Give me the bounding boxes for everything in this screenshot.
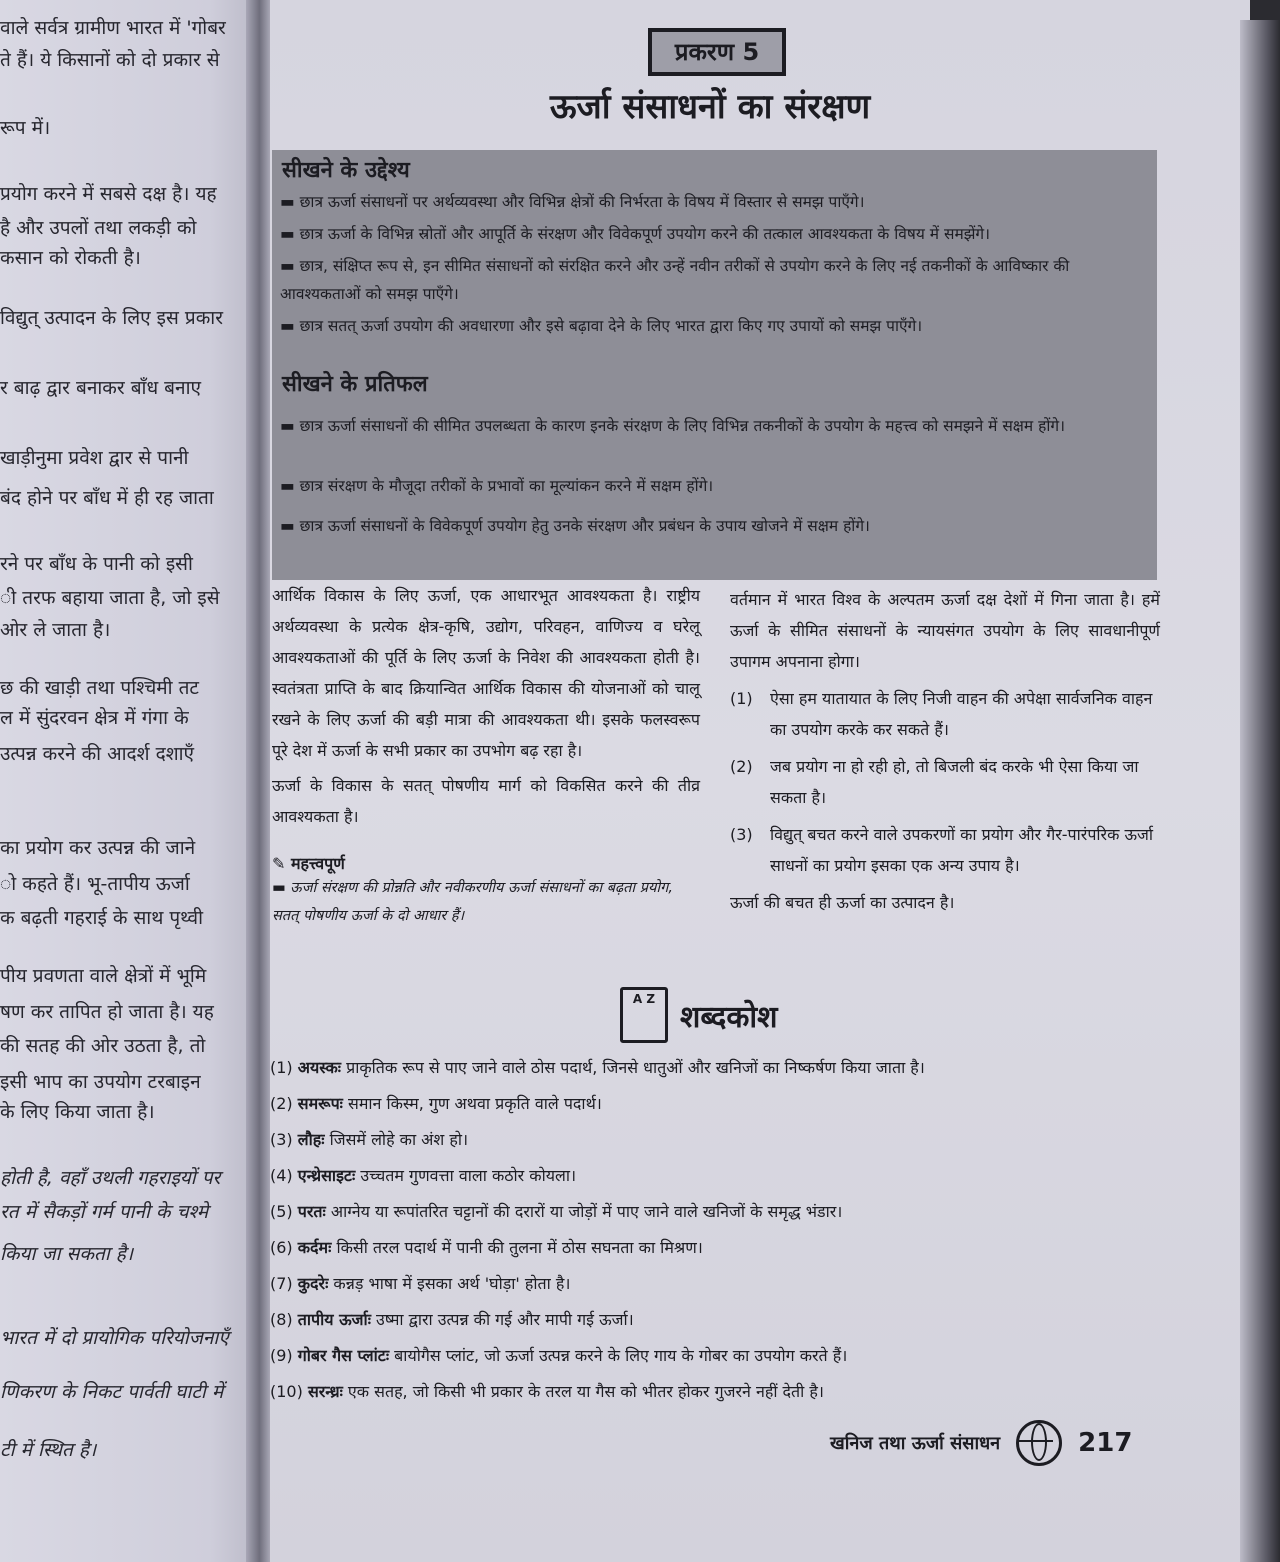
left-page-line: रने पर बाँध के पानी को इसी bbox=[0, 553, 193, 575]
glossary-entry-number: (5) bbox=[270, 1202, 293, 1221]
left-page bbox=[0, 0, 262, 1562]
dictionary-book-icon: A Z bbox=[620, 987, 668, 1043]
glossary-entry-number: (1) bbox=[270, 1058, 293, 1077]
glossary-term: कुदरेः bbox=[297, 1274, 329, 1293]
glossary-definition: बायोगैस प्लांट, जो ऊर्जा उत्पन्न करने के लिए गाय के गोबर का उपयोग करते हैं। bbox=[394, 1346, 848, 1365]
glossary-term: परतः bbox=[297, 1202, 326, 1221]
important-note-text: ▬ ऊर्जा संरक्षण की प्रोन्नति और नवीकरणीय ऊर्जा संसाधनों का बढ़ता प्रयोग, सतत् पोषणीय ऊर्जा के दो आधार हैं। bbox=[272, 880, 673, 924]
left-page-line: कसान को रोकती है। bbox=[0, 247, 141, 269]
glossary-term: कर्दमः bbox=[297, 1238, 332, 1257]
chapter-title: ऊर्जा संसाधनों का संरक्षण bbox=[549, 87, 871, 127]
glossary-term: लौहः bbox=[297, 1130, 325, 1149]
left-page-line: पीय प्रवणता वाले क्षेत्रों में भूमि bbox=[0, 965, 207, 987]
left-page-line: रूप में। bbox=[0, 117, 51, 139]
page-stack-edge bbox=[1240, 20, 1280, 1562]
glossary-definition: प्राकृतिक रूप से पाए जाने वाले ठोस पदार्थ, जिनसे धातुओं और खनिजों का निष्कर्षण किया जाता है। bbox=[346, 1058, 925, 1077]
left-page-line: ी तरफ बहाया जाता है, जो इसे bbox=[0, 587, 220, 609]
body-paragraph: ऊर्जा के विकास के सतत् पोषणीय मार्ग को विकसित करने की तीव्र आवश्यकता है। bbox=[272, 776, 700, 826]
left-page-line: षण कर तापित हो जाता है। यह bbox=[0, 1001, 214, 1023]
list-item-text: ऐसा हम यातायात के लिए निजी वाहन की अपेक्षा सार्वजनिक वाहन का उपयोग करके कर सकते हैं। bbox=[770, 689, 1153, 739]
body-paragraph: वर्तमान में भारत विश्व के अल्पतम ऊर्जा दक्ष देशों में गिना जाता है। हमें ऊर्जा के सीमित संसाधनों के न्यायसंगत उपयोग के लिए सावधानीपूर्ण उपागम अपनाना होगा। bbox=[730, 590, 1160, 671]
glossary-definition: उच्चतम गुणवत्ता वाला कठोर कोयला। bbox=[360, 1166, 577, 1185]
glossary-entry bbox=[270, 1158, 1170, 1194]
important-note-label: महत्त्वपूर्ण bbox=[290, 854, 345, 873]
glossary-entry bbox=[270, 1338, 1170, 1374]
left-page-line: विद्युत् उत्पादन के लिए इस प्रकार bbox=[0, 307, 223, 329]
outcome-item: ▬ छात्र संरक्षण के मौजूदा तरीकों के प्रभावों का मूल्यांकन करने में सक्षम होंगे। bbox=[280, 477, 714, 495]
glossary-entry-number: (2) bbox=[270, 1094, 293, 1113]
objectives-box bbox=[272, 150, 1157, 580]
left-page-line: प्रयोग करने में सबसे दक्ष है। यह bbox=[0, 183, 217, 205]
left-page-line: होती है, वहाँ उथली गहराइयों पर bbox=[0, 1167, 221, 1189]
important-note-heading bbox=[272, 852, 700, 874]
left-page-line: र बाढ़ द्वार बनाकर बाँध बनाए bbox=[0, 377, 202, 399]
glossary-definition: आग्नेय या रूपांतरित चट्टानों की दरारों या जोड़ों में पाए जाने वाले खनिजों के समृद्ध भंडार। bbox=[330, 1202, 843, 1221]
left-page-line: के लिए किया जाता है। bbox=[0, 1101, 155, 1123]
body-left-column bbox=[272, 580, 700, 930]
glossary-term: अयस्कः bbox=[297, 1058, 342, 1077]
glossary-entry bbox=[270, 1266, 1170, 1302]
glossary-definition: उष्मा द्वारा उत्पन्न की गई और मापी गई ऊर्जा। bbox=[376, 1310, 634, 1329]
footer-title: खनिज तथा ऊर्जा संसाधन bbox=[830, 1433, 1001, 1454]
glossary-definition: एक सतह, जो किसी भी प्रकार के तरल या गैस को भीतर होकर गुजरने नहीं देती है। bbox=[347, 1382, 824, 1401]
left-page-line: छ की खाड़ी तथा पश्चिमी तट bbox=[0, 677, 200, 699]
left-page-line: खाड़ीनुमा प्रवेश द्वार से पानी bbox=[0, 447, 189, 469]
left-page-line: रत में सैकड़ों गर्म पानी के चश्मे bbox=[0, 1201, 209, 1223]
left-page-line: ते हैं। ये किसानों को दो प्रकार से bbox=[0, 49, 220, 71]
left-page-line: इसी भाप का उपयोग टरबाइन bbox=[0, 1071, 201, 1093]
left-page-line: की सतह की ओर उठता है, तो bbox=[0, 1035, 206, 1057]
left-page-line: ओर ले जाता है। bbox=[0, 619, 111, 641]
page-number: 217 bbox=[1078, 1428, 1133, 1458]
pen-icon: ✎ bbox=[272, 854, 286, 873]
list-item-text: जब प्रयोग ना हो रही हो, तो बिजली बंद करके भी ऐसा किया जा सकता है। bbox=[770, 757, 1139, 807]
glossary-list bbox=[270, 1050, 1170, 1410]
left-page-line: है और उपलों तथा लकड़ी को bbox=[0, 217, 197, 239]
left-page-line: टी में स्थित है। bbox=[0, 1439, 97, 1461]
glossary-term: तापीय ऊर्जाः bbox=[297, 1310, 371, 1329]
list-item bbox=[730, 683, 1160, 745]
list-item-number: (2) bbox=[730, 757, 753, 776]
glossary-term: गोबर गैस प्लांटः bbox=[297, 1346, 390, 1365]
glossary-entry bbox=[270, 1374, 1170, 1410]
outcomes-heading: सीखने के प्रतिफल bbox=[282, 371, 428, 397]
left-page-line: किया जा सकता है। bbox=[0, 1243, 134, 1265]
objective-item: ▬ छात्र ऊर्जा संसाधनों पर अर्थव्यवस्था और विभिन्न क्षेत्रों की निर्भरता के विषय में विस्तार से समझ पाएँगे। bbox=[280, 193, 865, 211]
objective-item: ▬ छात्र ऊर्जा के विभिन्न स्रोतों और आपूर्ति के संरक्षण और विवेकपूर्ण उपयोग करने की तत्काल आवश्यकता के विषय में समझेंगे। bbox=[280, 225, 991, 243]
glossary-entry bbox=[270, 1194, 1170, 1230]
glossary-entry bbox=[270, 1302, 1170, 1338]
list-item bbox=[730, 819, 1160, 881]
left-page-line: वाले सर्वत्र ग्रामीण भारत में 'गोबर bbox=[0, 17, 226, 39]
body-paragraph: आर्थिक विकास के लिए ऊर्जा, एक आधारभूत आवश्यकता है। राष्ट्रीय अर्थव्यवस्था के प्रत्येक क्षेत्र-कृषि, उद्योग, परिवहन, वाणिज्य व घरेलू आवश्यकताओं की पूर्ति के लिए ऊर्जा के निवेश की आवश्यकता होती है। स्वतंत्रता प्राप्ति के बाद क्रियान्वित आर्थिक विकास की योजनाओं को चालू रखने के लिए ऊर्जा की बड़ी मात्रा की आवश्यकता थी। इसके फलस्वरूप पूरे देश में ऊर्जा के सभी प्रकार का उपभोग बढ़ रहा है। bbox=[272, 586, 700, 760]
left-page-line: ल में सुंदरवन क्षेत्र में गंगा के bbox=[0, 707, 189, 729]
glossary-entry bbox=[270, 1086, 1170, 1122]
body-right-column bbox=[730, 584, 1160, 918]
objective-item: ▬ छात्र सतत् ऊर्जा उपयोग की अवधारणा और इसे बढ़ावा देने के लिए भारत द्वारा किए गए उपायों को समझ पाएँगे। bbox=[280, 317, 923, 335]
left-page-line: उत्पन्न करने की आदर्श दशाएँ bbox=[0, 743, 195, 765]
left-page-line: ो कहते हैं। भू-तापीय ऊर्जा bbox=[0, 873, 190, 895]
glossary-entry bbox=[270, 1050, 1170, 1086]
list-item bbox=[730, 751, 1160, 813]
glossary-title: शब्दकोश bbox=[680, 999, 778, 1035]
glossary-term: सरन्ध्रः bbox=[307, 1382, 343, 1401]
glossary-entry-number: (7) bbox=[270, 1274, 293, 1293]
left-page-line: बंद होने पर बाँध में ही रह जाता bbox=[0, 487, 214, 509]
glossary-term: समरूपः bbox=[297, 1094, 343, 1113]
left-page-line: क बढ़ती गहराई के साथ पृथ्वी bbox=[0, 907, 204, 929]
left-page-line: भारत में दो प्रायोगिक परियोजनाएँ bbox=[0, 1327, 229, 1349]
outcome-item: ▬ छात्र ऊर्जा संसाधनों की सीमित उपलब्धता के कारण इनके संरक्षण के लिए विभिन्न तकनीकों के उपयोग के महत्त्व को समझने में सक्षम होंगे। bbox=[280, 417, 1065, 435]
glossary-entry-number: (9) bbox=[270, 1346, 293, 1365]
glossary-entry-number: (6) bbox=[270, 1238, 293, 1257]
glossary-term: एन्थ्रेसाइटः bbox=[297, 1166, 356, 1185]
glossary-entry bbox=[270, 1230, 1170, 1266]
objectives-heading: सीखने के उद्देश्य bbox=[282, 157, 410, 183]
objective-item: ▬ छात्र, संक्षिप्त रूप से, इन सीमित संसाधनों को संरक्षित करने और उन्हें नवीन तरीकों से उपयोग करने के लिए नई तकनीकों के आविष्कार की आवश्यकताओं को समझ पाएँगे। bbox=[280, 257, 1070, 303]
glossary-entry bbox=[270, 1122, 1170, 1158]
list-item-number: (3) bbox=[730, 825, 753, 844]
list-item-number: (1) bbox=[730, 689, 753, 708]
glossary-entry-number: (10) bbox=[270, 1382, 303, 1401]
outcome-item: ▬ छात्र ऊर्जा संसाधनों के विवेकपूर्ण उपयोग हेतु उनके संरक्षण और प्रबंधन के उपाय खोजने में सक्षम होंगे। bbox=[280, 517, 870, 535]
list-item-text: विद्युत् बचत करने वाले उपकरणों का प्रयोग और गैर-पारंपरिक ऊर्जा साधनों का प्रयोग इसका एक अन्य उपाय है। bbox=[770, 825, 1154, 875]
glossary-definition: कन्नड़ भाषा में इसका अर्थ 'घोड़ा' होता है। bbox=[333, 1274, 571, 1293]
glossary-entry-number: (8) bbox=[270, 1310, 293, 1329]
globe-icon bbox=[1016, 1420, 1062, 1466]
glossary-definition: जिसमें लोहे का अंश हो। bbox=[329, 1130, 469, 1149]
page-footer bbox=[830, 1420, 1132, 1466]
glossary-heading bbox=[620, 985, 778, 1045]
glossary-definition: किसी तरल पदार्थ में पानी की तुलना में ठोस सघनता का मिश्रण। bbox=[336, 1238, 703, 1257]
glossary-entry-number: (3) bbox=[270, 1130, 293, 1149]
measures-list bbox=[730, 683, 1160, 881]
glossary-definition: समान किस्म, गुण अथवा प्रकृति वाले पदार्थ। bbox=[348, 1094, 602, 1113]
left-page-line: का प्रयोग कर उत्पन्न की जाने bbox=[0, 837, 196, 859]
left-page-line: णिकरण के निकट पार्वती घाटी में bbox=[0, 1381, 224, 1403]
glossary-entry-number: (4) bbox=[270, 1166, 293, 1185]
closing-line: ऊर्जा की बचत ही ऊर्जा का उत्पादन है। bbox=[730, 893, 955, 912]
right-page bbox=[270, 0, 1250, 1562]
chapter-tag: प्रकरण 5 bbox=[648, 28, 786, 76]
